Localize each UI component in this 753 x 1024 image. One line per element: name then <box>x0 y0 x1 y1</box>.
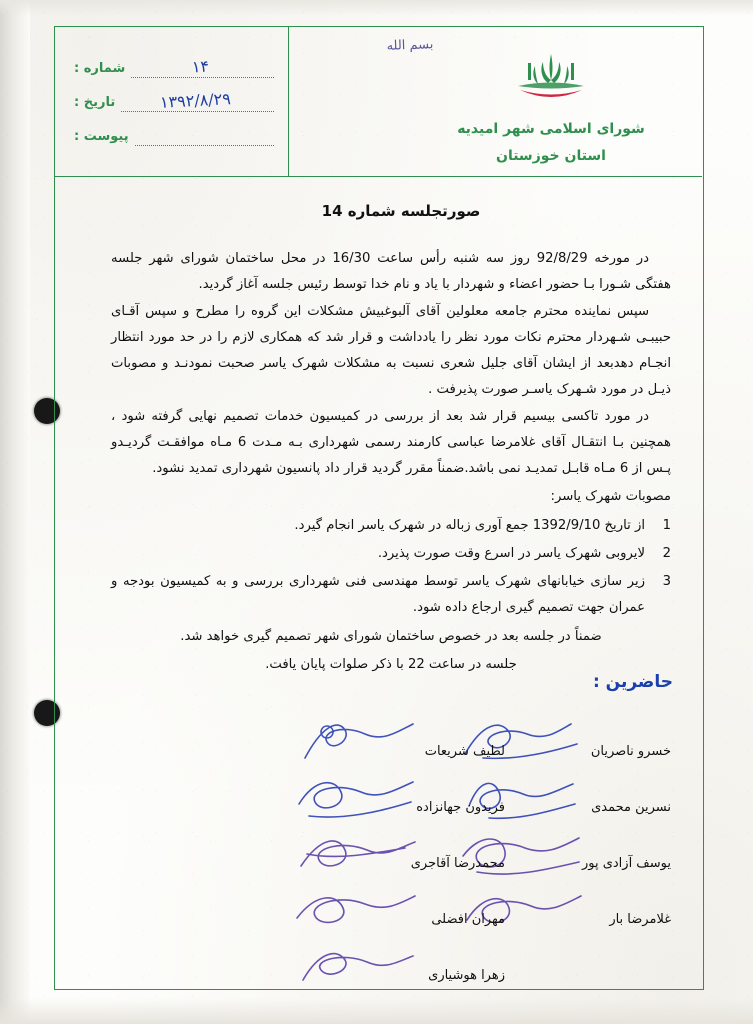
meta-row-number <box>74 44 274 78</box>
attendee-name: مهران افضلی <box>431 912 505 927</box>
header-divider <box>54 176 702 177</box>
page-bottom-shadow <box>0 998 753 1024</box>
list-item-number: 2 <box>662 546 671 562</box>
list-item <box>111 513 671 539</box>
page-left-shadow <box>0 0 30 1024</box>
page-title: صورتجلسه شماره 14 <box>321 202 481 220</box>
document-meta-fields <box>74 44 274 146</box>
signature-mark <box>287 714 427 768</box>
attendee-row <box>255 776 505 832</box>
closing-paragraph: جلسه در ساعت 22 با ذکر صلوات پایان یافت. <box>265 657 517 673</box>
organization-header <box>421 48 681 171</box>
bismillah-text: بسم الله <box>386 37 434 54</box>
attendee-row <box>255 832 505 888</box>
list-item <box>111 541 671 567</box>
signature-mark <box>287 826 427 880</box>
document-body <box>111 246 671 680</box>
attendees-heading: حاضرین : <box>592 672 673 692</box>
resolutions-heading: مصوبات شهرک یاسر: <box>550 488 671 504</box>
resolution-list <box>111 513 671 620</box>
attendee-name: خسرو ناصریان <box>590 744 671 759</box>
meta-row-attachment <box>74 112 274 146</box>
number-label: شماره : <box>74 61 126 76</box>
attendee-name: لطیف شریعات <box>424 744 505 759</box>
date-field <box>121 89 274 112</box>
signature-mark <box>287 882 427 936</box>
signature-mark <box>287 938 427 992</box>
attendee-name: یوسف آزادی پور <box>581 856 671 871</box>
list-item-number: 1 <box>662 518 671 534</box>
list-item <box>111 569 671 620</box>
list-item-text: از تاریخ 1392/9/10 جمع آوری زباله در شهرک یاسر انجام گیرد. <box>294 518 645 534</box>
org-line-2: استان خوزستان <box>496 148 606 165</box>
attendee-row <box>255 888 505 944</box>
attachment-label: پیوست : <box>74 129 129 144</box>
attendee-name: زهرا هوشیاری <box>428 968 505 983</box>
header-vertical-divider <box>288 26 289 176</box>
body-paragraph: سپس نماینده محترم جامعه معلولین آقای آلبوغبیش مشکلات این گروه را مطرح و سپس آقـای حبیبـی شـهردار محترم نکات مورد نظر را یادداشت و قرار شد که همکاری لازم را در حد مورد انتظار انجـام دهدبعد از ایشان آقای جلیل شعری نسبت به مشکلات شهرک یاسر صحبت نمودنـد و مصوبات ذیـل در مورد شـهرک یاسـر صورت پذیرفت . <box>111 304 671 397</box>
date-value: ۱۳۹۲/۸/۲۹ <box>159 89 232 112</box>
attachment-field <box>135 129 274 146</box>
attendee-name: نسرین محمدی <box>591 800 671 815</box>
list-item-text: لایروبی شهرک یاسر در اسرع وقت صورت پذیرد. <box>377 546 645 562</box>
attendee-name: فریدون جهانزاده <box>416 800 505 815</box>
iran-emblem-icon <box>509 48 593 110</box>
attendee-row <box>255 720 505 776</box>
attendee-name: غلامرضا بار <box>609 912 671 927</box>
list-item-text: زیر سازی خیابانهای شهرک یاسر توسط مهندسی فنی شهرداری بررسی و به کمیسیون بودجه و عمران جهت تصمیم گیری ارجاع داده شود. <box>111 573 645 615</box>
attendee-row <box>255 944 505 1000</box>
list-item-number: 3 <box>662 573 671 589</box>
closing-paragraph: ضمناً در جلسه بعد در خصوص ساختمان شورای شهر تصمیم گیری خواهد شد. <box>180 629 602 645</box>
page-top-shadow <box>0 0 753 16</box>
meta-row-date <box>74 78 274 112</box>
org-line-1: شورای اسلامی شهر امیدیه <box>457 121 645 137</box>
attendee-name: محمدرضا آقاجری <box>410 856 505 871</box>
number-value: ۱۴ <box>191 56 210 77</box>
signature-mark <box>287 770 427 824</box>
date-label: تاریخ : <box>74 95 116 110</box>
attendees-column-left <box>255 720 505 1000</box>
number-field <box>131 56 274 78</box>
body-paragraph: در مورخه 92/8/29 روز سه شنبه رأس ساعت 16/30 در محل ساختمان شورای شهر جلسه هفتگی شـورا بـا حضور اعضاء و شهردار با یاد و نام خدا توسط رئیس جلسه آغاز گردید. <box>111 251 671 292</box>
body-paragraph: در مورد تاکسی بیسیم قرار شد بعد از بررسی در کمیسیون خدمات تصمیم نهایی گرفته شود ، همچنین بـا انتقـال آقای غلامرضا عباسی کارمند رسمی شهرداری بـه مـدت 6 مـاه موافقـت گردیـدو پـس از 6 مـاه قابـل تمدیـد نمی باشد.ضمناً مقرر گردید قرار داد پانسیون شهرداری تمدید نشود. <box>111 409 671 476</box>
